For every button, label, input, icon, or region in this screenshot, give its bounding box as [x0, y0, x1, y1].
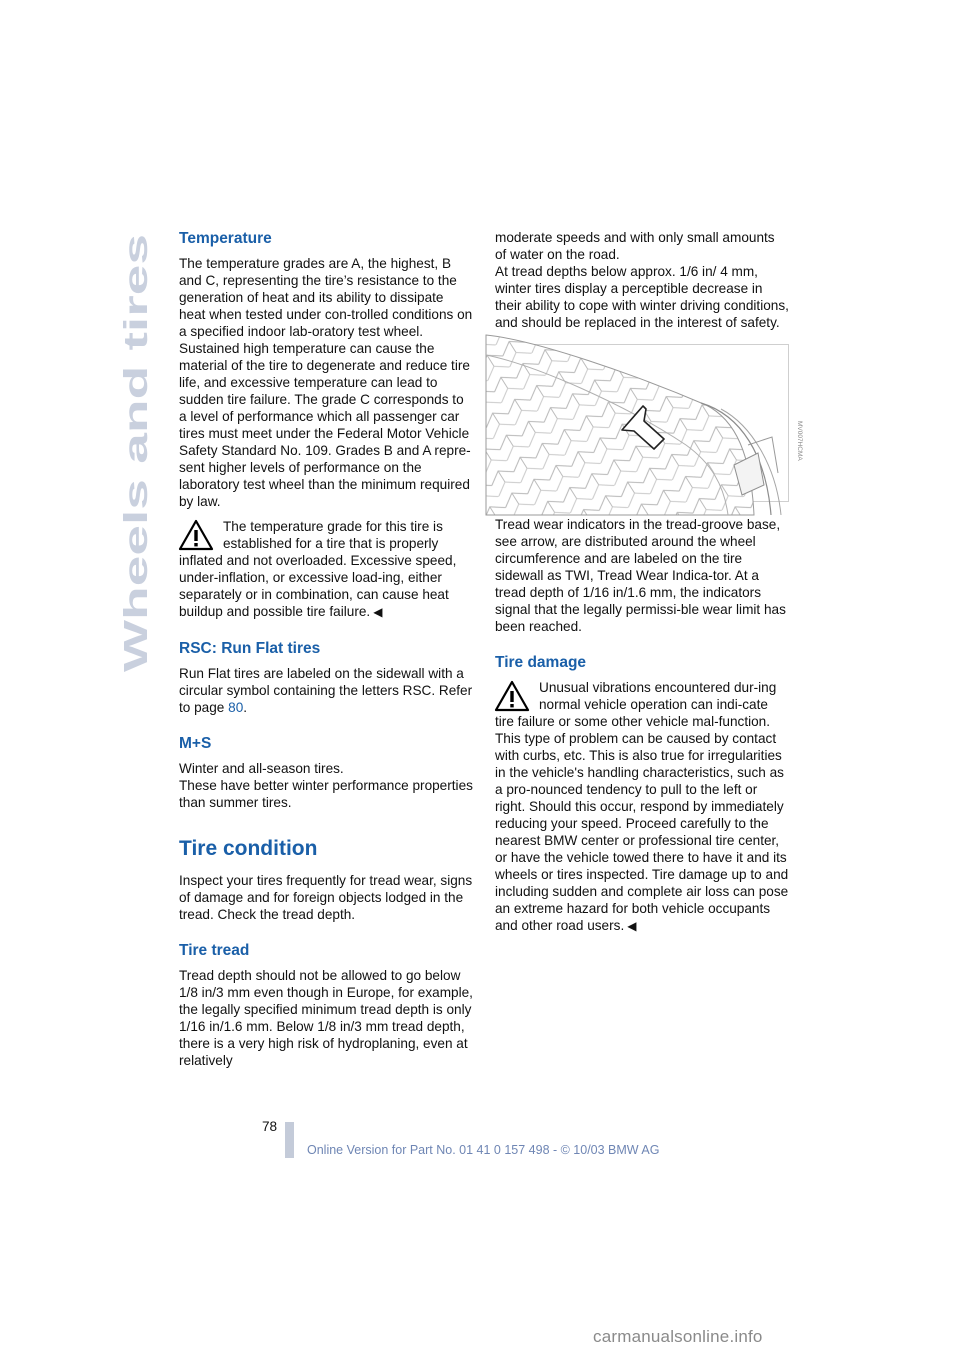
- sidebar-title-text: Wheels and tires: [118, 405, 155, 672]
- tire-tread-illustration: [496, 345, 803, 501]
- temperature-paragraph-2: Sustained high temperature can cause the material of the tire to degenerate and reduce tire life, and excessive temperature can lead to sudden tire failure. The grade C corresponds to a level of performance which all passenger car tires must meet under the Federal Motor Vehicle Safety Standard No. 109. Grades B and A repre-sent higher levels of performance on the laboratory test wheel than the minimum required by law.: [179, 341, 471, 509]
- temperature-heading: Temperature: [179, 230, 272, 247]
- tire-damage-warning: [495, 679, 789, 935]
- temperature-warning-text: The temperature grade for this tire is established for a tire that is properly inflated and not overloaded. Excessive speed, under-inflation, or excessive load-ing, either separately or in combination, can cause heat buildup and possible tire failure.: [179, 519, 457, 619]
- right-column: [495, 229, 803, 935]
- figure-code: MV007HCMA: [796, 421, 803, 461]
- watermark: carmanualsonline.info: [593, 1327, 763, 1346]
- tire-tread-paragraph: Tread depth should not be allowed to go below 1/8 in/3 mm even though in Europe, for example, the legally specified minimum tread depth is only 1/16 in/1.6 mm. Below 1/8 in/3 mm tread depth, there is a very high risk of hydroplaning, even at relatively: [179, 968, 473, 1068]
- tread-continued-paragraph-2: At tread depths below approx. 1/6 in/ 4 mm, winter tires display a perceptible decrease in their ability to cope with winter driving conditions, and should be replaced in the interest of safety.: [495, 264, 789, 330]
- rsc-text-end: .: [243, 700, 248, 715]
- tire-condition-heading: Tire condition: [179, 837, 318, 860]
- ms-heading: M+S: [179, 735, 212, 752]
- rsc-text: Run Flat tires are labeled on the sidewall with a circular symbol containing the letters RSC. Refer to page: [179, 666, 473, 715]
- rsc-heading: RSC: Run Flat tires: [179, 640, 321, 657]
- online-version-text: Online Version for Part No. 01 41 0 157 498 - © 10/03 BMW AG: [307, 1143, 660, 1157]
- end-mark: ◀: [373, 605, 383, 619]
- warning-icon: [179, 520, 213, 550]
- tire-damage-heading: Tire damage: [495, 654, 587, 671]
- page-number: 78: [262, 1119, 278, 1134]
- left-column: [179, 229, 473, 1069]
- tire-tread-heading: Tire tread: [179, 942, 250, 959]
- rsc-paragraph: [179, 665, 473, 716]
- tread-wear-indicator-figure: [495, 344, 803, 502]
- temperature-warning: [179, 518, 473, 621]
- figure-caption: Tread wear indicators in the tread-groove base, see arrow, are distributed around the wheel circumference and are labeled on the tire sidewall as TWI, Tread Wear Indica-tor. At a tread depth of 1/16 in/1.6 mm, the indicators signal that the legally permissi-ble wear limit has been reached.: [495, 517, 786, 634]
- ms-paragraph-2: These have better winter performance properties than summer tires.: [179, 778, 473, 810]
- ms-paragraph-1: Winter and all-season tires.: [179, 761, 344, 776]
- tire-condition-paragraph: Inspect your tires frequently for tread wear, signs of damage and for foreign objects lodged in the tread. Check the tread depth.: [179, 873, 473, 922]
- tire-damage-warning-text: Unusual vibrations encountered dur-ing normal vehicle operation can indi-cate tire failure or some other vehicle mal-function. This type of problem can be caused by contact with curbs, etc. This is also true for irregularities in the vehicle's handling characteristics, such as a pro-nounced tendency to pull to the left or right. Should this occur, respond by immediately reducing your speed. Proceed carefully to the nearest BMW center or professional tire center, or have the vehicle towed there to have it and its wheels or tires inspected. Tire damage up to and including sudden and complete air loss can pose an extreme hazard for both vehicle occupants and other road users.: [495, 680, 789, 933]
- footer-bar: [285, 1122, 294, 1158]
- warning-icon: [495, 681, 529, 711]
- tread-continued-paragraph-1: moderate speeds and with only small amounts of water on the road.: [495, 230, 775, 262]
- temperature-paragraph-1: The temperature grades are A, the highest, B and C, representing the tire’s resistance to the generation of heat and its ability to dissipate heat when tested under con-trolled conditions on a specified indoor lab-oratory test wheel.: [179, 256, 473, 339]
- sidebar-title: [112, 232, 156, 672]
- end-mark: ◀: [627, 919, 637, 933]
- page-80-link[interactable]: 80: [228, 700, 244, 715]
